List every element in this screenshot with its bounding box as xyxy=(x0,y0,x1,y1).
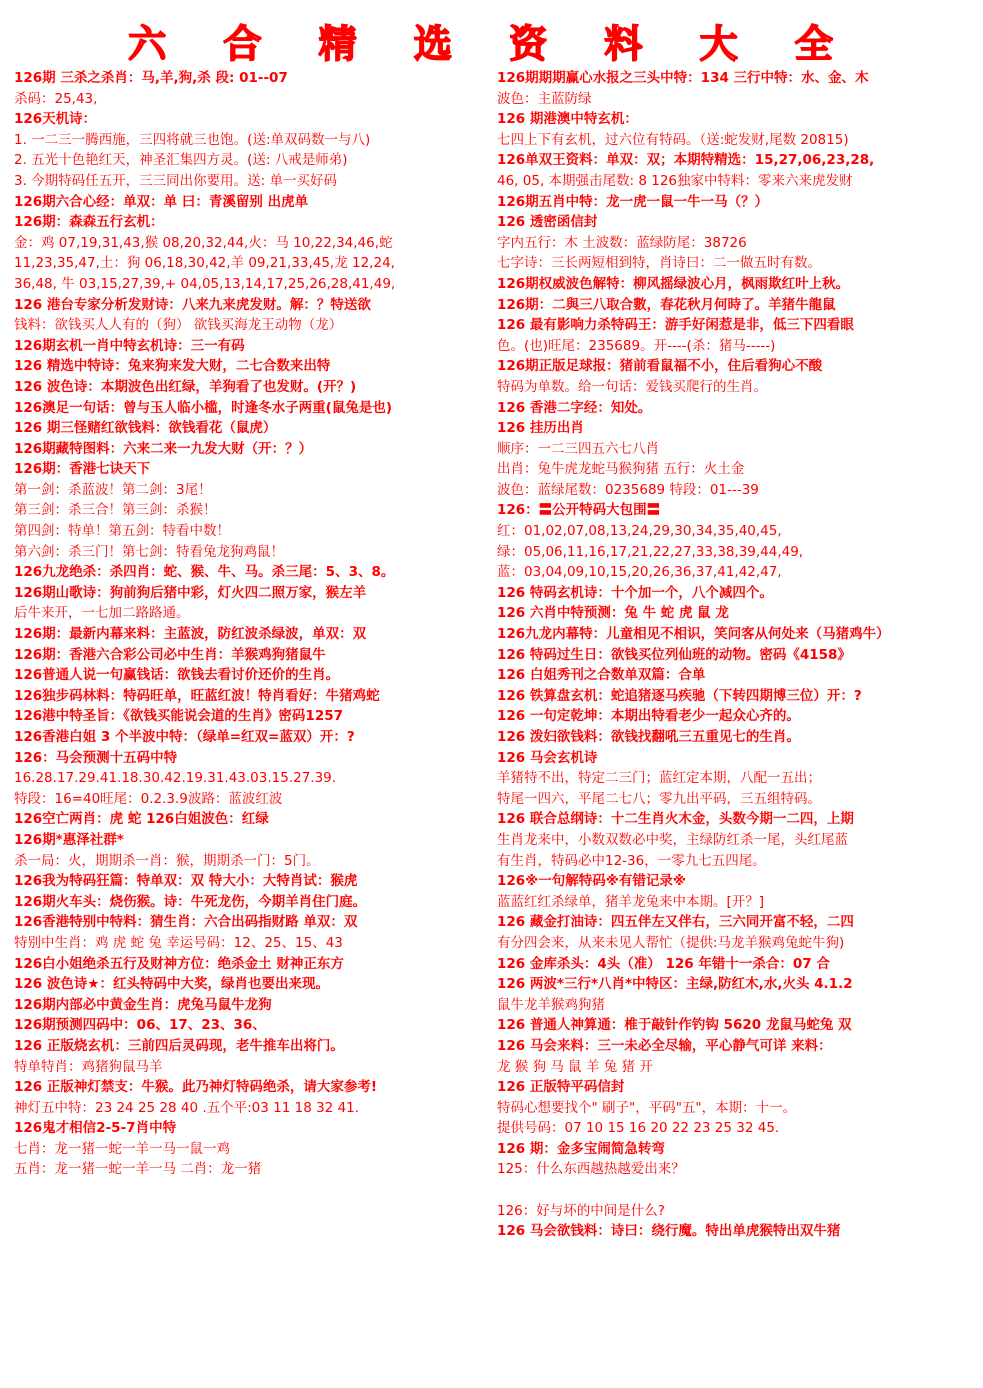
right-column-line: 羊猪特不出，特定二三门；蓝红定本期，八配一五出； xyxy=(497,770,821,787)
right-column-line: 生肖龙来中，小数双数必中奖，主绿防红杀一尾，头红尾蓝 xyxy=(497,831,848,848)
right-column-line: 色。(也)旺尾：235689。开----(杀：猪马-----) xyxy=(497,337,776,354)
right-column-line: 126：〓公开特码大包围〓 xyxy=(497,502,661,519)
right-column-line: 126期期期赢心水报之三头中特：134 三行中特：水、金、木 xyxy=(497,70,869,86)
right-column-line: 126 两波*三行*八肖*中特区：主绿,防红木,水,火头 4.1.2 xyxy=(497,976,853,993)
left-column-line: 金：鸡 07,19,31,43,猴 08,20,32,44,火：马 10,22,34,46,蛇 xyxy=(14,234,393,251)
right-column-line: 125：什么东西越热越爱出来？ xyxy=(497,1161,685,1178)
left-column-line: 第一剑：杀蓝波！第二剑：3尾！ xyxy=(14,481,212,498)
right-column-line: 126：好与坏的中间是什么? xyxy=(497,1202,665,1219)
left-column-line: 126空亡两肖：虎 蛇 126白姐波色：红绿 xyxy=(14,811,269,828)
left-column-line: 126 波色诗：本期波色出红绿，羊狗看了也发财。(开？) xyxy=(14,378,357,395)
left-column-line: 126期山歌诗：狗前狗后猪中彩，灯火四二照万家，猴左羊 xyxy=(14,584,367,601)
left-column-line: 126独步码林料：特码旺单，旺蓝红波！特肖看好：牛猪鸡蛇 xyxy=(14,687,380,704)
left-column-line: 36,48, 牛 03,15,27,39,+ 04,05,13,14,17,25,26,28,41,49, xyxy=(14,275,396,292)
left-column-line: 杀一局：火，期期杀一肖：猴，期期杀一门：5门。 xyxy=(14,852,320,869)
right-column-line: 绿：05,06,11,16,17,21,22,27,33,38,39,44,49, xyxy=(497,543,804,560)
right-column-line: 特码心想要找个" 刷子"，平码"五"，本期：十一。 xyxy=(497,1099,797,1116)
right-column xyxy=(497,68,971,1383)
right-column-line: 蓝蓝红红杀绿单，猪羊龙兔来中本期。[开？] xyxy=(497,893,765,910)
left-column xyxy=(14,68,489,1383)
left-column-line: 126 正版神灯禁支：牛猴。此乃神灯特码绝杀，请大家参考! xyxy=(14,1079,378,1096)
right-column-line: 波色：蓝绿尾数：0235689 特段：01---39 xyxy=(497,481,759,498)
left-column-line: 126我为特码狂篇：特单双：双 特大小：大特肖试：猴虎 xyxy=(14,873,358,890)
right-column-line: 126 香港二字经：知处。 xyxy=(497,399,652,416)
left-column-line: 126期：香港七诀天下 xyxy=(14,461,151,478)
right-column-line: 126九龙内幕特：儿童相见不相识，笑问客从何处来（马猪鸡牛） xyxy=(497,626,890,643)
right-column-line: 126期权威波色解特：柳风摇绿波心月，枫雨欺红叶上秋。 xyxy=(497,275,850,292)
left-column-line: 16.28.17.29.41.18.30.42.19.31.43.03.15.27.39. xyxy=(14,770,337,787)
right-column-line: 七四上下有玄机，过六位有特码。（送:蛇发财,尾数 20815) xyxy=(497,131,849,148)
right-column-line: 126 期港澳中特玄机： xyxy=(497,111,638,128)
left-column-line: 126天机诗： xyxy=(14,111,97,128)
left-column-line: 第四剑：特单！第五剑：特看中数！ xyxy=(14,523,230,540)
left-column-line: 特单特肖：鸡猪狗鼠马羊 xyxy=(14,1058,163,1075)
left-column-line: 钱料：欲钱买人人有的（狗） 欲钱买海龙王动物（龙） xyxy=(14,317,343,334)
left-column-line: 126期内部必中黄金生肖：虎兔马鼠牛龙狗 xyxy=(14,996,272,1013)
left-column-line: 七肖：龙一猪一蛇一羊一马一鼠一鸡 xyxy=(14,1140,230,1157)
left-column-line: 126 港台专家分析发财诗：八来九来虎发财。解：？特送欲 xyxy=(14,296,371,313)
left-column-line: 后牛来开，一七加二路路通。 xyxy=(14,605,190,622)
left-column-line: 126期*惠泽社群* xyxy=(14,831,124,848)
right-column-line: 七字诗：三长两短相到特，肖诗曰：二一做五时有数。 xyxy=(497,255,821,272)
right-column-line: 126 铁算盘玄机：蛇追猪逐马疾驰（下转四期博三位）开：? xyxy=(497,687,862,704)
left-column-line: 126期预测四码中：06、17、23、36、 xyxy=(14,1017,266,1034)
left-column-line: 126 精选中特诗：兔来狗来发大财，二七合数来出特 xyxy=(14,358,331,375)
left-column-line: 126期玄机一肖中特玄机诗：三一有码 xyxy=(14,337,245,354)
left-column-line: 126香港白姐 3 个半波中特：（绿单=红双=蓝双）开：? xyxy=(14,729,355,745)
left-column-line: 126 波色诗★：红头特码中大奖，绿肖也要出来现。 xyxy=(14,976,329,993)
right-column-line: 126 普通人神算通：椎于敲针作钓钩 5620 龙鼠马蛇兔 双 xyxy=(497,1017,852,1034)
right-column-line: 龙 猴 狗 马 鼠 羊 兔 猪 开 xyxy=(497,1058,653,1075)
left-column-line: 3. 今期特码任五开，三三同出你要用。送: 单一买好码 xyxy=(14,172,338,189)
right-column-line: 46, 05, 本期强击尾数: 8 126独家中特料：零来六来虎发财 xyxy=(497,172,853,189)
right-column-line: 波色：主蓝防绿 xyxy=(497,90,592,107)
left-column-line: 126港中特圣旨：《欲钱买能说会道的生肖》密码1257 xyxy=(14,708,344,725)
right-column-line: 出肖：兔牛虎龙蛇马猴狗猪 五行：火土金 xyxy=(497,461,745,478)
right-column-line: 126 六肖中特预测：兔 牛 蛇 虎 鼠 龙 xyxy=(497,605,729,622)
left-column-line: 126期六合心经：单双：单 曰：青溪留别 出虎单 xyxy=(14,193,309,210)
right-column-line: 126 透密函信封 xyxy=(497,214,598,231)
left-column-line: 126 期三怪赌红欲钱料：欲钱看花（鼠虎） xyxy=(14,420,277,437)
right-column-line: 126 特码过生日：欲钱买位列仙班的动物。密码《4158》 xyxy=(497,646,851,663)
left-column-line: 126期藏特图料：六来二来一九发大财（开：？） xyxy=(14,440,313,457)
right-column-line: 鼠牛龙羊猴鸡狗猪 xyxy=(497,996,605,1013)
left-column-line: 126白小姐绝杀五行及财神方位：绝杀金土 财神正东方 xyxy=(14,955,344,972)
left-column-line: 第六剑：杀三门！第七剑：特看兔龙狗鸡鼠！ xyxy=(14,543,284,560)
left-column-line: 126 正版烧玄机：三前四后灵码现，老牛推车出将门。 xyxy=(14,1037,344,1054)
left-column-line: 126期火车头：烧伤猴。诗：牛死龙伤，今期羊肖住门庭。 xyxy=(14,893,367,910)
right-column-line: 126期正版足球报：猪前看鼠福不小，住后看狗心不酸 xyxy=(497,358,823,375)
right-column-line: 126期：二與三八取合數，春花秋月何時了。羊猪牛龍鼠 xyxy=(497,296,836,313)
right-column-line: 126 一句定乾坤：本期出特看老少一起众心齐的。 xyxy=(497,708,800,725)
left-column-line: 第三剑：杀三合！第三剑：杀猴！ xyxy=(14,502,217,519)
right-column-line: 126 正版特平码信封 xyxy=(497,1079,625,1096)
left-column-line: 126澳足一句话：曾与玉人临小槛，时逢冬水子两重(鼠兔是也) xyxy=(14,399,393,416)
right-column-line: 提供号码：07 10 15 16 20 22 23 25 32 45. xyxy=(497,1120,780,1137)
left-column-line: 2. 五光十色艳红天，神圣汇集四方灵。(送: 八戒是师弟) xyxy=(14,152,348,169)
right-column-line: 特码为单数。给一句话：爱钱买爬行的生肖。 xyxy=(497,378,767,395)
left-column-line: 特别中生肖：鸡 虎 蛇 兔 幸运号码：12、25、15、43 xyxy=(14,934,343,951)
right-column-line: 126 泼妇欲钱料：欲钱找翻吼三五重见七的生肖。 xyxy=(497,729,800,745)
left-column-line: 126鬼才相信2-5-7肖中特 xyxy=(14,1120,177,1137)
left-column-line: 11,23,35,47,土：狗 06,18,30,42,羊 09,21,33,45,龙 12,24, xyxy=(14,255,395,272)
right-column-line: 字内五行：木 土波数：蓝绿防尾：38726 xyxy=(497,234,747,251)
right-column-line: 126 马会欲钱料：诗曰：绕行魔。特出单虎猴特出双牛猪 xyxy=(497,1223,841,1240)
right-column-line: 蓝：03,04,09,10,15,20,26,36,37,41,42,47, xyxy=(497,564,782,581)
right-column-line: 特尾一四六，平尾二七八；零九出平码，三五组特码。 xyxy=(497,790,821,807)
left-column-line: 126期 三杀之杀肖：马,羊,狗,杀 段: 01--07 xyxy=(14,70,288,86)
left-column-line: 126九龙绝杀：杀四肖：蛇、猴、牛、马。杀三尾：5、3、8。 xyxy=(14,564,395,581)
left-column-line: 126香港特别中特料：猜生肖：六合出码指财路 单双：双 xyxy=(14,914,358,931)
left-column-line: 1. 一二三一腾西施，三四将就三也饱。(送:单双码数一与八) xyxy=(14,131,371,148)
right-column-line: 126 马会来料：三一未必全尽输，平心静气可详 来料： xyxy=(497,1037,832,1054)
left-column-line: 特段：16=40旺尾：0.2.3.9波路：蓝波红波 xyxy=(14,790,283,807)
right-column-line: 有生肖，特码必中12-36，一零九七五四尾。 xyxy=(497,852,766,869)
right-column-line: 126 期：金多宝闹简急转弯 xyxy=(497,1140,665,1157)
right-column-line: 126 最有影响力杀特码王：游手好闲惹是非，低三下四看眼 xyxy=(497,317,854,334)
right-column-line xyxy=(497,1180,971,1201)
right-column-line: 126 马会玄机诗 xyxy=(497,749,598,766)
page-title: 六 合 精 选 资 料 大 全 xyxy=(128,22,855,66)
right-column-line: 126单双王资料：单双：双；本期特精选：15,27,06,23,28, xyxy=(497,152,875,169)
left-column-line: 126期：香港六合彩公司必中生肖：羊猴鸡狗猪鼠牛 xyxy=(14,646,326,663)
right-column-line: 126※一句解特码※有错记录※ xyxy=(497,873,687,890)
right-column-line: 126 特码玄机诗：十个加一个，八个减四个。 xyxy=(497,584,773,601)
right-column-line: 红：01,02,07,08,13,24,29,30,34,35,40,45, xyxy=(497,523,782,540)
right-column-line: 126 金库杀头：4头（准） 126 年错十一杀合：07 合 xyxy=(497,955,830,972)
left-column-line: 126：马会预测十五码中特 xyxy=(14,749,178,766)
left-column-line: 五肖：龙一猪一蛇一羊一马 二肖：龙一猪 xyxy=(14,1161,262,1178)
right-column-line: 126 白姐秀刊之合数单双篇：合单 xyxy=(497,667,706,684)
left-column-line: 126期：森森五行玄机： xyxy=(14,214,164,231)
left-column-line: 神灯五中特：23 24 25 28 40 .五个平:03 11 18 32 41. xyxy=(14,1099,360,1116)
right-column-line: 有分四会来，从来未见人帮忙（提供:马龙羊猴鸡兔蛇牛狗) xyxy=(497,934,845,951)
right-column-line: 126 联合总纲诗：十二生肖火木金，头数今期一二四，上期 xyxy=(497,811,854,828)
right-column-line: 126 挂历出肖 xyxy=(497,420,584,437)
right-column-line: 126 藏金打油诗：四五伴左又伴右，三六同开富不轻，二四 xyxy=(497,914,854,931)
right-column-line: 顺序：一二三四五六七八肖 xyxy=(497,440,659,457)
right-column-line: 126期五肖中特：龙一虎一鼠一牛一马（？） xyxy=(497,193,769,210)
left-column-line: 126普通人说一句赢钱话：欲钱去看讨价还价的生肖。 xyxy=(14,667,340,684)
left-column-line: 杀码：25,43, xyxy=(14,90,98,107)
left-column-line: 126期：最新内幕来料：主蓝波，防红波杀绿波，单双：双 xyxy=(14,626,367,643)
